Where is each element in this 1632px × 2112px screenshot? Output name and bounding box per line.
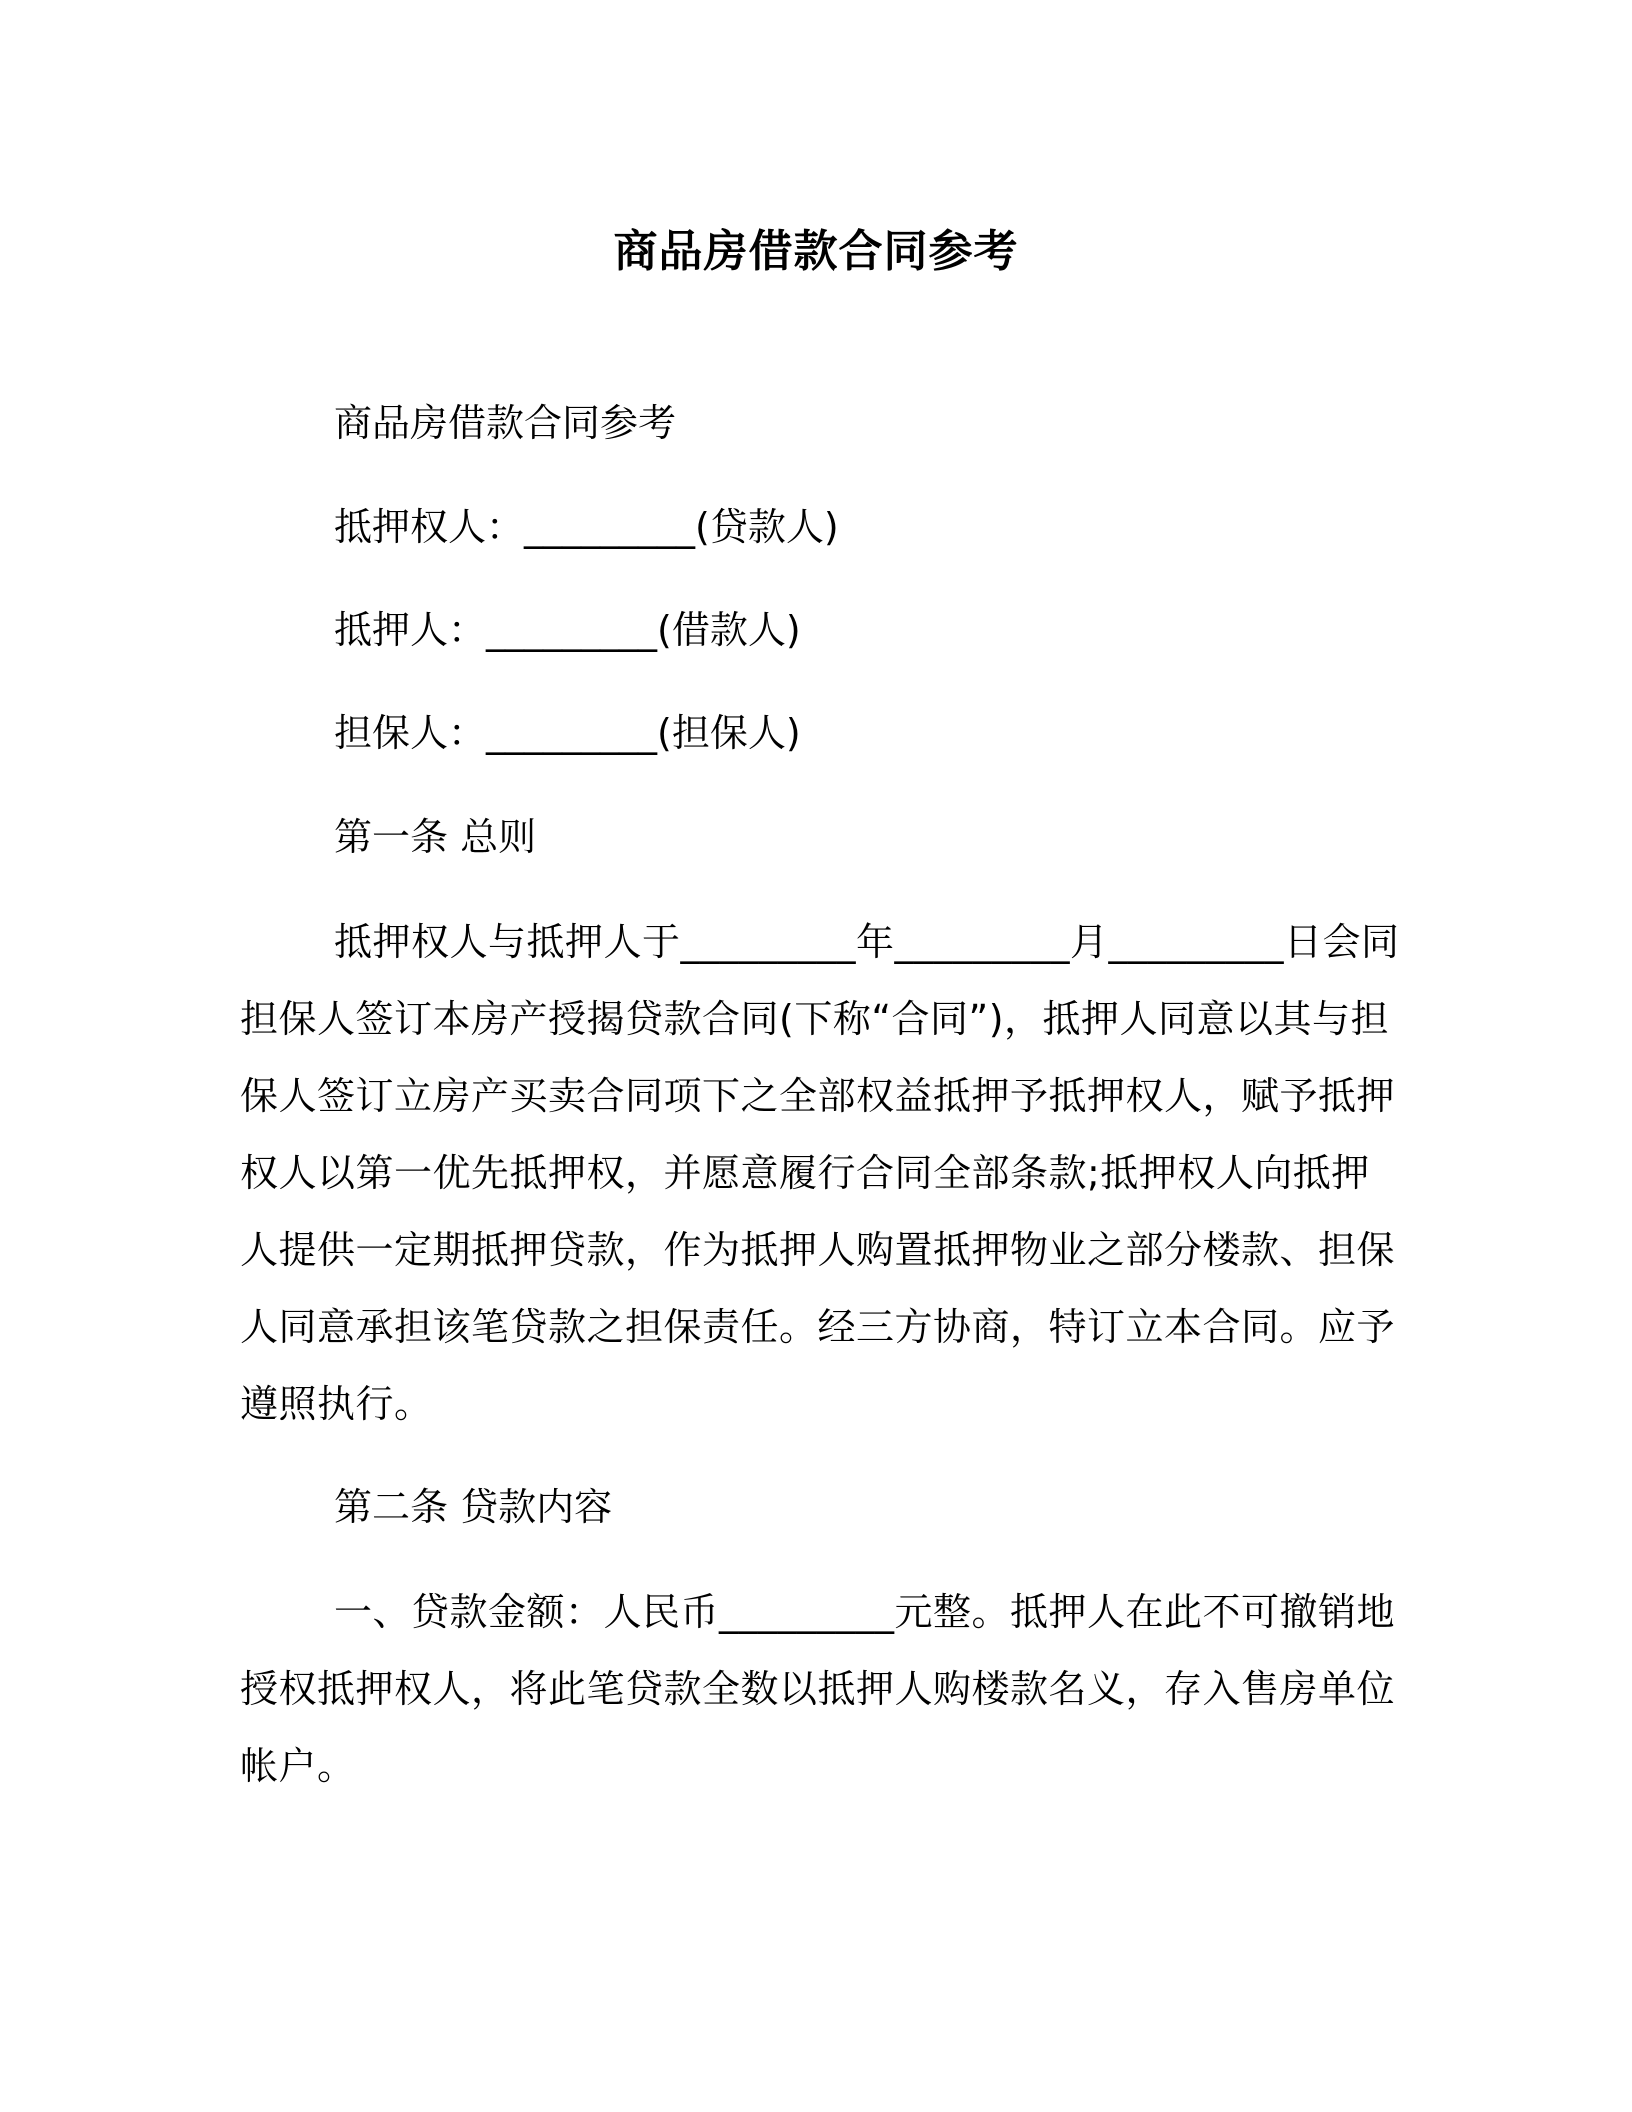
document-title: 商品房借款合同参考 <box>613 226 1019 277</box>
article2-body: 一、贷款金额：人民币_________元整。抵押人在此不可撤销地授权抵押权人，将此笔贷款全数以抵押人购楼款名义，存入售房单位帐户。 <box>240 1590 1396 1788</box>
party-guarantor: 担保人：_________(担保人) <box>334 711 801 755</box>
article2-heading: 第二条 贷款内容 <box>334 1485 613 1529</box>
article1-heading: 第一条 总则 <box>334 815 537 859</box>
document-subtitle: 商品房借款合同参考 <box>334 401 677 445</box>
party-mortgagee: 抵押权人：_________(贷款人) <box>334 505 839 549</box>
party-mortgagor: 抵押人：_________(借款人) <box>334 608 801 652</box>
article1-body: 抵押权人与抵押人于_________年_________月_________日会同担保人签订本房产授揭贷款合同(下称“合同”)，抵押人同意以其与担保人签订立房产买卖合同项下之全部权益抵押予抵押权人，赋予抵押权人以第一优先抵押权，并愿意履行合同全部条款;抵押权人向抵押人提供一定期抵押贷款，作为抵押人购置抵押物业之部分楼款、担保人同意承担该笔贷款之担保责任。经三方协商，特订立本合同。应予遵照执行。 <box>240 920 1400 1426</box>
